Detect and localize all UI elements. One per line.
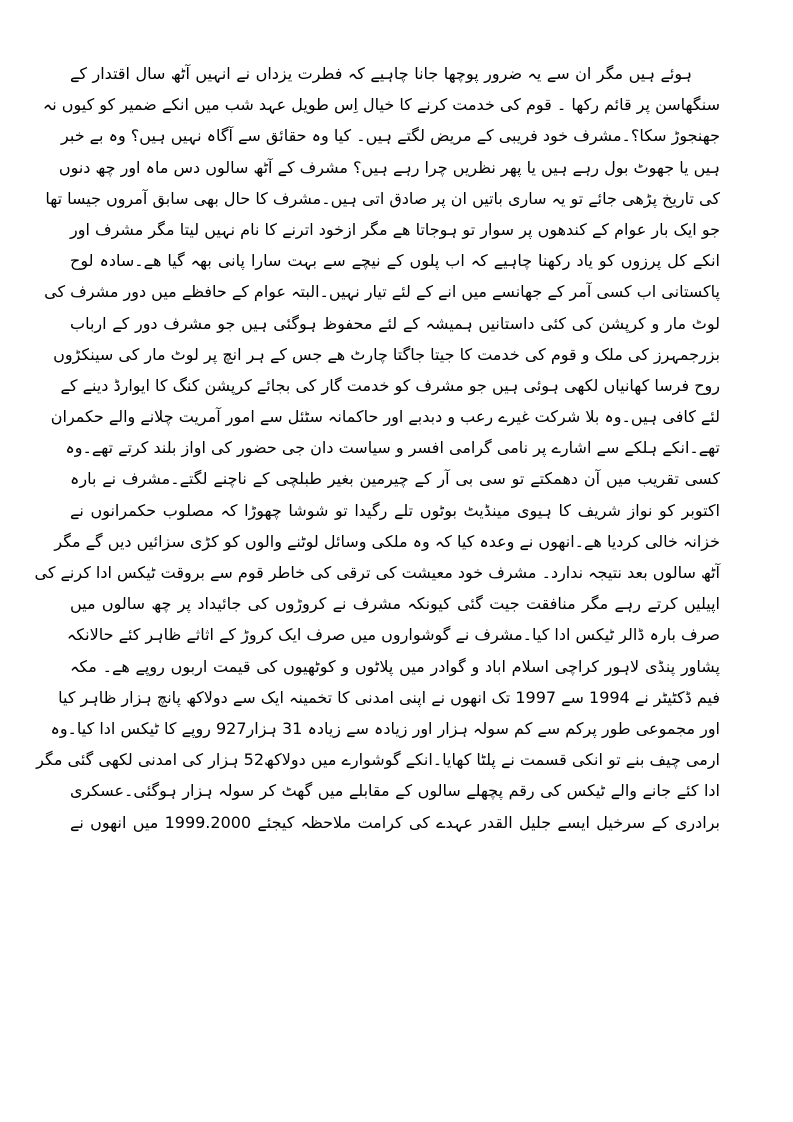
text-line: خزانہ خالی کردیا ھے۔انھوں نے وعدہ کیا کہ وہ ملکی وسائل لوٹنے والوں کو کڑی سزائیں دیں گے مگر: [54, 531, 720, 551]
text-line: جھنجوڑ سکا؟۔مشرف خود فریبی کے مریض لگتے ہیں۔ کیا وہ حقائق سے آگاہ نہیں ہیں؟ وہ بے خبر: [61, 126, 720, 146]
text-line: ہوئے ہیں مگر ان سے یہ ضرور پوچھا جانا چاہیے کہ فطرت یزداں نے انہیں آٹھ سال اقتدار کے: [70, 64, 692, 83]
article-body: [34, 58, 721, 838]
text-line: انکے کل پرزوں کو یاد رکھنا چاہیے کہ اب پلوں کے نیچے سے بہت سارا پانی بھہ گیا ھے۔سادہ لوح: [70, 251, 720, 271]
text-line: پشاور پنڈی لاہور کراچی اسلام اباد و گوادر میں پلاٹوں و کوٹھیوں کی قیمت اربوں روپے ھے۔ مکہ: [70, 656, 720, 676]
text-line: بزرجمہرز کی ملک و قوم کی خدمت کا جیتا جاگتا چارٹ ھے جس کے ہر انچ پر لوٹ مار کی سینکڑوں: [53, 344, 720, 364]
text-line: کی تاریخ پڑھی جائے تو یہ ساری باتیں ان پر صادق اتی ہیں۔مشرف کا حال بھی سابق آمروں جیسا تھا: [45, 188, 720, 208]
text-line: سنگھاسن پر قائم رکھا ۔ قوم کی خدمت کرنے کا خیال اِس طویل عہد شب میں انکے ضمیر کو کیوں نہ: [42, 95, 720, 115]
text-line: برادری کے سرخیل ایسے جلیل القدر عہدے کی کرامت ملاحظہ کیجئے 1999.2000 میں انھوں نے: [70, 812, 721, 832]
text-line: کسی تقریب میں آن دھمکتے تو سی بی آر کے چیرمین بغیر طبلچی کے ناچنے لگتے۔مشرف نے بارہ: [70, 469, 720, 489]
text-line: ہیں یا جھوٹ بول رہے ہیں یا پھر نظریں چرا رہے ہیں؟ مشرف کے آٹھ سالوں دس ماہ اور چھ دنوں: [58, 157, 720, 177]
text-line: اکتوبر کو نواز شریف کا ہیوی مینڈیٹ بوٹوں تلے رگیدا تو شوشا چھوڑا کہ مصلوب حکمرانوں نے: [70, 500, 720, 520]
text-line: اور مجموعی طور پرکم سے کم سولہ ہزار اور زیادہ سے زیادہ 31 ہزار927 روپے کا ٹیکس ادا کیا۔وہ: [50, 718, 720, 738]
text-line: ارمی چیف بنے تو انکی قسمت نے پلٹا کھایا۔انکے گوشوارے میں دولاکھ52 ہزار کی امدنی لکھی گئی مگر: [36, 750, 720, 770]
text-line: روح فرسا کھانیاں لکھی ہوئی ہیں جو مشرف کو خدمت گار کی بجائے کرپشن کنگ کا ایوارڈ دینے کے: [60, 375, 720, 395]
text-line: لوٹ مار و کرپشن کی کئی داستانیں ہمیشہ کے لئے محفوظ ہوگئی ہیں جو مشرف دور کے ارباب: [70, 313, 720, 333]
text-line: صرف بارہ ڈالر ٹیکس ادا کیا۔مشرف نے گوشواروں میں صرف ایک کروڑ کے اثاثے ظاہر کئے حالانکہ: [66, 625, 720, 645]
text-line: پاکستانی اب کسی آمر کے جھانسے میں انے کے لئے تیار نہیں۔البتہ عوام کے حافظے میں دور مشرف کی: [44, 282, 720, 302]
text-line: جو ایک بار عوام کے کندھوں پر سوار تو ہوجاتا ھے مگر ازخود اترنے کا نام نہیں لیتا مگر مشرف اور: [70, 219, 720, 239]
text-line: اپیلیں کرتے رہے مگر منافقت جیت گئی کیونکہ مشرف نے کروڑوں کی جائیداد پر چھ سالوں میں: [70, 594, 720, 614]
text-line: لئے کافی ہیں۔وہ بلا شرکت غیرے رعب و دبدبے اور حاکمانہ سٹئل سے امور آمریت چلانے والے حکمران: [50, 407, 720, 427]
text-line: تھے۔انکے ہلکے سے اشارے پر نامی گرامی افسر و سیاست دان جی حضور کی اواز بلند کرتے تھے۔وہ: [65, 438, 720, 458]
text-line: آٹھ سالوں بعد نتیجہ ندارد۔ مشرف خود معیشت کی ترقی کی خاطر قوم سے بروقت ٹیکس ادا کرنے کی: [34, 563, 720, 582]
text-line: ادا کئے جانے والے ٹیکس کی رقم پچھلے سالوں کے مقابلے میں گھٹ کر سولہ ہزار ہوگئی۔عسکری: [70, 781, 720, 801]
text-line: فیم ڈکٹیٹر نے 1994 سے 1997 تک انھوں نے اپنی امدنی کا تخمینہ ایک سے دولاکھ پانچ ہزار ظاہر کیا: [58, 687, 720, 707]
